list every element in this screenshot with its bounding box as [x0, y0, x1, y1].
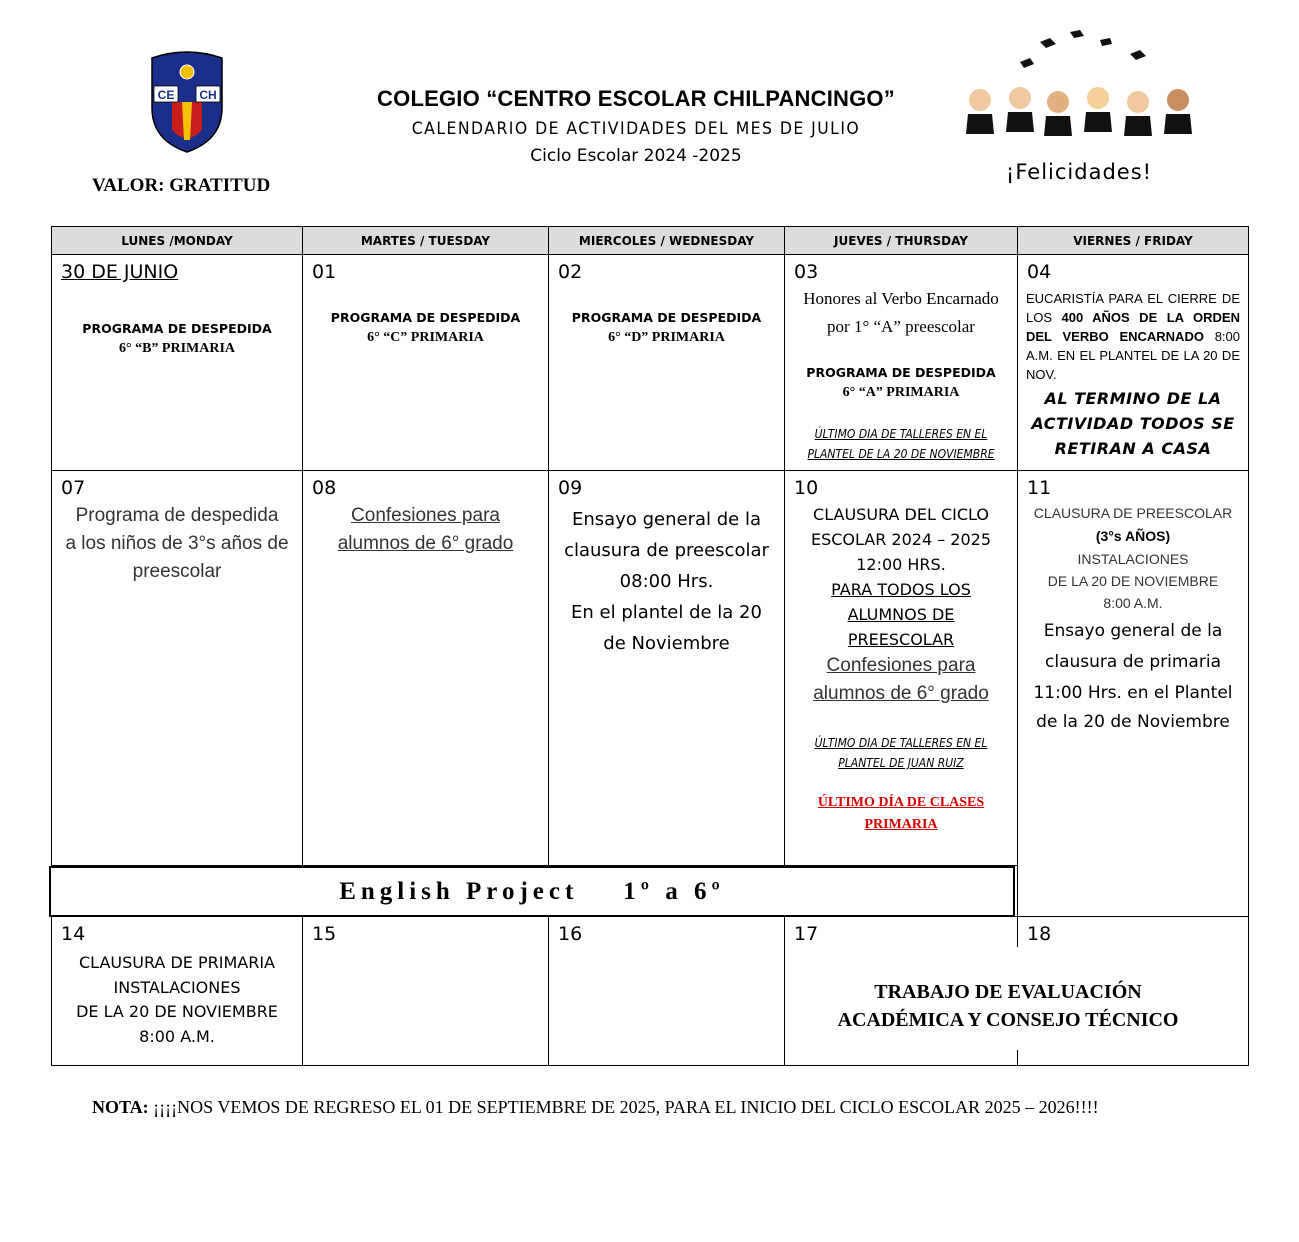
eucharist-text — [1026, 289, 1240, 384]
cell-jun-30 — [51, 254, 303, 471]
eucharist-text-c: 8:00 A.M. EN EL PLANTEL DE LA 20 DE NOV. — [1026, 329, 1240, 382]
evaluation-line2: ACADÉMICA Y CONSEJO TÉCNICO — [837, 1009, 1179, 1031]
preschool-closing-line4: DE LA 20 DE NOVIEMBRE — [1047, 573, 1219, 589]
english-project-label: English Project 1º a 6º — [339, 878, 725, 905]
preschool-closing-time: 8:00 A.M. — [1103, 595, 1163, 611]
workshops-note-line1: ÚLTIMO DIA DE TALLERES EN EL — [814, 736, 988, 750]
date-number: 11 — [1027, 477, 1052, 499]
calendar-title: CALENDARIO DE ACTIVIDADES DEL MES DE JULIO — [411, 119, 861, 139]
date-number: 08 — [312, 477, 337, 499]
closing-audience-line1: PARA TODOS LOS — [831, 580, 971, 599]
preschool-closing-line2: (3°s AÑOS) — [1095, 528, 1171, 544]
school-name: COLEGIO “CENTRO ESCOLAR CHILPANCINGO” — [377, 86, 895, 111]
farewell-line3: preescolar — [132, 561, 222, 582]
cell-jul-14 — [51, 916, 303, 1066]
cell-jul-07 — [51, 470, 303, 866]
date-number: 09 — [558, 477, 583, 499]
note-label: NOTA: — [92, 1097, 149, 1117]
congrats-caption: ¡Felicidades! — [1005, 160, 1153, 184]
evaluation-line1: TRABAJO DE EVALUACIÓN — [874, 981, 1142, 1003]
last-class-day-line1: ÚLTIMO DÍA DE CLASES — [817, 795, 985, 810]
rehearsal-place-line1: En el plantel de la 20 — [571, 602, 762, 623]
confessions-line2: alumnos de 6° grado — [337, 533, 514, 554]
event-honores: Honores al Verbo Encarnado — [803, 289, 999, 308]
date-number: 03 — [794, 261, 819, 283]
primary-rehearsal-line3: 11:00 Hrs. en el Plantel — [1033, 683, 1233, 703]
logo-letters-left: CE — [157, 88, 175, 102]
date-number: 07 — [61, 477, 86, 499]
rehearsal-place-line2: de Noviembre — [603, 633, 730, 654]
dismissal-line1: AL TERMINO DE LA — [1044, 389, 1222, 408]
date-number: 15 — [312, 923, 337, 945]
primary-closing-line1: CLAUSURA DE PRIMARIA — [78, 953, 275, 972]
event-group: 6° “B” PRIMARIA — [118, 341, 236, 356]
preschool-closing-line1: CLAUSURA DE PREESCOLAR — [1033, 505, 1233, 521]
closing-audience-line2: ALUMNOS DE — [847, 605, 955, 624]
date-number: 14 — [61, 923, 86, 945]
preschool-closing-line3: INSTALACIONES — [1077, 551, 1189, 567]
rehearsal-time: 08:00 Hrs. — [619, 571, 714, 592]
last-class-day-line2: PRIMARIA — [864, 817, 938, 832]
closing-line1: CLAUSURA DEL CICLO — [813, 505, 989, 524]
school-crest-logo — [148, 50, 226, 154]
cell-jul-01 — [302, 254, 549, 471]
date-number: 16 — [558, 923, 583, 945]
note-text: ¡¡¡¡NOS VEMOS DE REGRESO EL 01 DE SEPTIEMBRE DE 2025, PARA EL INICIO DEL CICLO ESCOLAR 2025 – 2026!!!! — [148, 1097, 1099, 1117]
english-project-banner — [49, 866, 1015, 917]
partial-divider-bottom — [1017, 1050, 1018, 1066]
closing-time: 12:00 HRS. — [856, 555, 946, 574]
workshops-note-line2: PLANTEL DE JUAN RUIZ — [838, 756, 964, 770]
event-group: 6° “A” PRIMARIA — [842, 385, 960, 400]
date-number: 02 — [558, 261, 583, 283]
eucharist-text-a: EUCARISTÍA PARA EL CIERRE DE LOS — [1026, 291, 1240, 325]
date-number: 18 — [1027, 923, 1052, 945]
cell-jul-04 — [1017, 254, 1249, 471]
day-header-thursday: JUEVES / THURSDAY — [784, 226, 1018, 255]
event-group: 6° “C” PRIMARIA — [367, 330, 484, 345]
workshops-note-line2: PLANTEL DE LA 20 DE NOVIEMBRE — [807, 447, 995, 461]
event-title: PROGRAMA DE DESPEDIDA — [82, 321, 272, 336]
eucharist-text-b: 400 AÑOS DE LA ORDEN DEL VERBO ENCARNADO — [1026, 310, 1240, 344]
event-group: 6° “D” PRIMARIA — [608, 330, 725, 345]
rehearsal-line1: Ensayo general de la — [572, 509, 761, 530]
primary-closing-line3: DE LA 20 DE NOVIEMBRE — [76, 1002, 278, 1021]
logo-letters-right: CH — [199, 88, 217, 102]
day-header-wednesday: MIERCOLES / WEDNESDAY — [548, 226, 785, 255]
day-header-monday: LUNES /MONDAY — [51, 226, 303, 255]
closing-audience-line3: PREESCOLAR — [847, 630, 955, 649]
cell-jul-02 — [548, 254, 785, 471]
day-header-tuesday: MARTES / TUESDAY — [302, 226, 549, 255]
cell-jul-15 — [302, 916, 549, 1066]
confessions-line1: Confesiones para — [351, 505, 500, 526]
farewell-line1: Programa de despedida — [75, 505, 279, 526]
primary-closing-line2: INSTALACIONES — [113, 978, 241, 997]
cell-jul-10 — [784, 470, 1018, 866]
closing-line2: ESCOLAR 2024 – 2025 — [810, 530, 992, 549]
date-number: 17 — [794, 923, 819, 945]
cell-jul-09 — [548, 470, 785, 866]
farewell-line2: a los niños de 3°s años de — [65, 533, 289, 554]
primary-rehearsal-line4: de la 20 de Noviembre — [1036, 712, 1230, 732]
footer-note — [92, 1097, 1099, 1118]
rehearsal-line2: clausura de preescolar — [564, 540, 769, 561]
primary-closing-time: 8:00 A.M. — [139, 1027, 215, 1046]
workshops-note-line1: ÚLTIMO DIA DE TALLERES EN EL — [814, 427, 988, 441]
date-number: 04 — [1027, 261, 1052, 283]
primary-rehearsal-line2: clausura de primaria — [1045, 652, 1221, 672]
event-title: PROGRAMA DE DESPEDIDA — [806, 365, 996, 380]
cell-jul-17-18 — [784, 916, 1249, 1066]
event-title: PROGRAMA DE DESPEDIDA — [571, 310, 762, 325]
dismissal-line2: ACTIVIDAD TODOS SE — [1031, 414, 1235, 433]
day-header-friday: VIERNES / FRIDAY — [1017, 226, 1249, 255]
date-number: 01 — [312, 261, 337, 283]
cell-jul-03 — [784, 254, 1018, 471]
dismissal-line3: RETIRAN A CASA — [1054, 439, 1212, 458]
partial-divider-top — [1017, 917, 1018, 947]
confessions-line2: alumnos de 6° grado — [813, 683, 989, 704]
date-number: 10 — [794, 477, 819, 499]
primary-rehearsal-line1: Ensayo general de la — [1043, 621, 1223, 641]
cell-jul-11 — [1017, 470, 1249, 917]
date-number: 30 DE JUNIO — [61, 261, 179, 283]
school-cycle: Ciclo Escolar 2024 -2025 — [530, 146, 742, 166]
cell-jul-16 — [548, 916, 785, 1066]
confessions-line1: Confesiones para — [826, 655, 976, 676]
event-honores-group: por 1° “A” preescolar — [827, 317, 975, 336]
event-title: PROGRAMA DE DESPEDIDA — [330, 310, 521, 325]
school-value: VALOR: GRATITUD — [92, 175, 271, 196]
cell-jul-08 — [302, 470, 549, 866]
